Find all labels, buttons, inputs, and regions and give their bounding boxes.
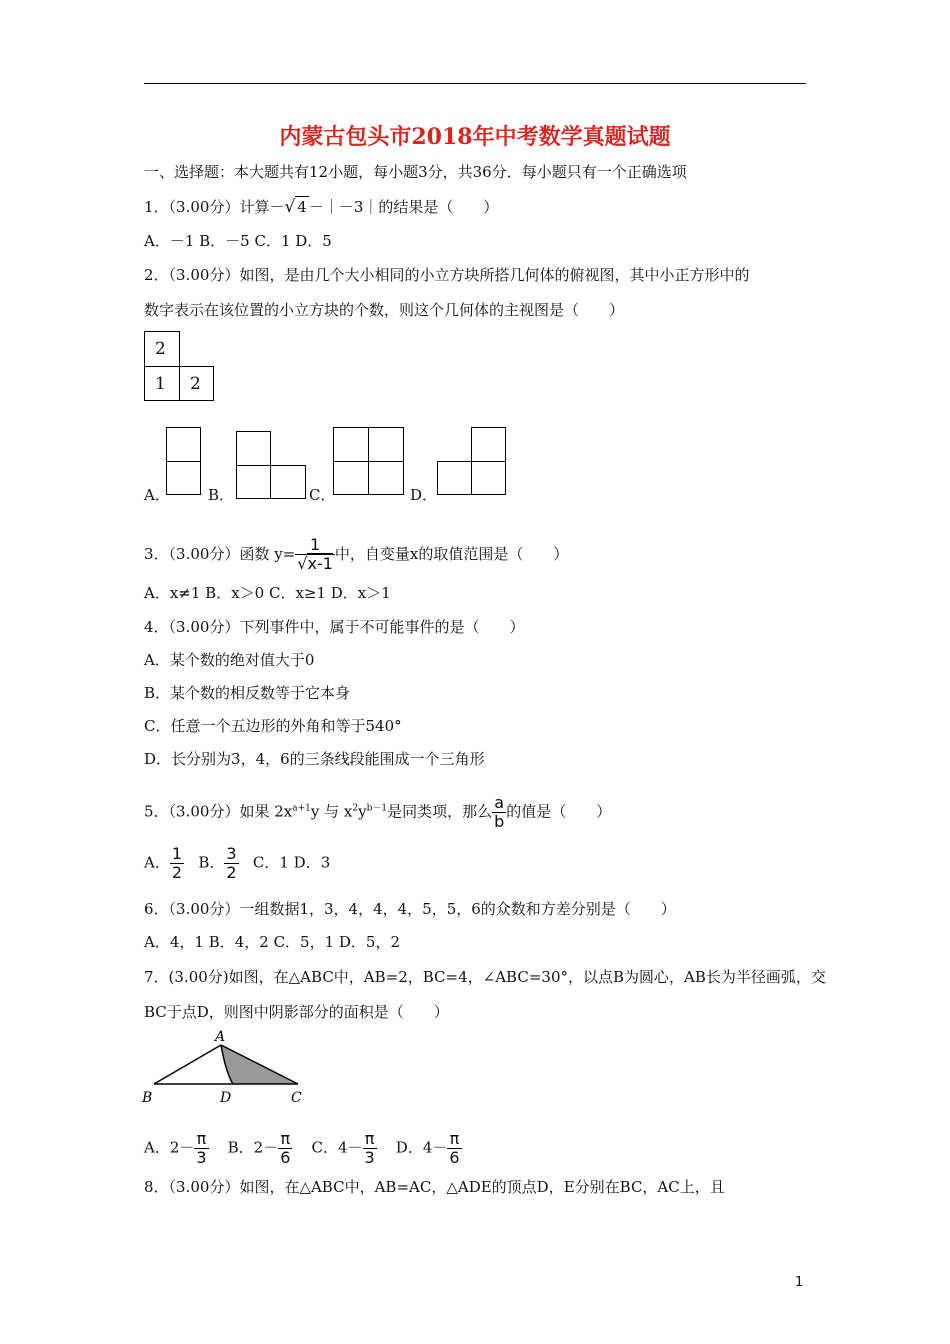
q5-option-a-label: A．	[144, 853, 170, 872]
q5-option-b-label: B．	[198, 853, 225, 872]
q7-option-b-label: B．2－	[227, 1138, 279, 1157]
q4-option-c: C．任意一个五边形的外角和等于540°	[144, 717, 402, 735]
grid-number-top: 2	[155, 339, 166, 359]
q3-options: A．x≠1 B．x＞0 C．x≥1 D．x＞1	[144, 584, 391, 602]
question-1: 1．（3.00分）计算－√ 4 －｜－3｜的结果是（ ）	[144, 197, 499, 217]
q2-option-d-cell	[471, 461, 506, 495]
q5-prefix: 5．（3.00分）如果 2x	[144, 802, 293, 821]
q6-stem: 6．（3.00分）一组数据1，3，4，4，4，5，5，6的众数和方差分别是（ ）	[144, 900, 676, 918]
q2-option-c-cell	[368, 427, 404, 462]
q4-stem: 4．（3.00分）下列事件中，属于不可能事件的是（ ）	[144, 618, 525, 636]
q5-option-a-fraction: $\frac{1}{2}$	[171, 844, 183, 882]
q2-option-b-cell	[236, 465, 271, 499]
q2-line2: 数字表示在该位置的小立方块的个数，则这个几何体的主视图是（ ）	[144, 301, 625, 319]
q2-option-c-cell	[333, 461, 369, 495]
q7-option-d-label: D．4－	[395, 1138, 448, 1157]
q5-fraction: $\frac{a}{b}$	[494, 793, 505, 831]
q7-triangle-figure	[138, 1028, 318, 1110]
q8-line1: 8．（3.00分）如图，在△ABC中，AB=AC，△ADE的顶点D，E分别在BC，AC上，且	[144, 1178, 725, 1196]
q7-option-d-fraction: $\frac{\pi}{6}$	[449, 1129, 460, 1167]
q1-options: A．－1 B．－5 C．1 D．5	[144, 232, 332, 250]
q7-option-a-label: A．2－	[144, 1138, 195, 1157]
q5-options	[144, 845, 330, 882]
q2-option-d-cell	[471, 427, 506, 462]
q5-exp-1: a+1	[292, 803, 311, 814]
q5-mid-3: 是同类项，那么	[387, 802, 493, 821]
header-rule	[144, 83, 806, 84]
q2-option-d-label: D．	[410, 486, 438, 504]
q5-option-b-fraction: $\frac{3}{2}$	[226, 844, 237, 882]
q2-option-b-cell	[236, 431, 271, 466]
q5-exp-3: b－1	[366, 803, 388, 814]
q7-side-ab	[154, 1045, 221, 1084]
q2-option-c-cell	[333, 427, 369, 462]
q2-option-a-cell	[166, 427, 201, 462]
grid-number-bottom-left: 1	[155, 374, 166, 394]
q2-option-b-cell	[270, 465, 306, 499]
q5-options-rest: C．1 D．3	[252, 853, 331, 872]
q2-line1: 2．（3.00分）如图，是由几个大小相同的小立方块所搭几何体的俯视图，其中小正方形中的	[144, 266, 750, 284]
q3-prefix: 3．（3.00分）函数 y=	[144, 545, 296, 563]
q7-label-d: D	[220, 1090, 232, 1106]
q1-prefix: 1．（3.00分）计算－	[144, 198, 285, 216]
q7-label-a: A	[215, 1029, 226, 1045]
q7-label-c: C	[291, 1090, 302, 1106]
q2-option-b-label: B．	[208, 486, 235, 504]
page-number: 1	[795, 1275, 804, 1290]
question-5	[144, 794, 611, 831]
q2-option-c-label: C．	[309, 486, 336, 504]
q5-exp-2: 2	[352, 803, 359, 814]
q7-label-b: B	[142, 1090, 153, 1106]
grid-number-bottom-right: 2	[190, 374, 201, 394]
question-3	[144, 536, 568, 573]
q3-suffix: 中，自变量x的取值范围是（ ）	[334, 545, 569, 563]
q2-option-a-label: A．	[144, 486, 170, 504]
q5-mid-1: y 与 x	[310, 802, 353, 821]
q6-options: A．4，1 B．4，2 C．5，1 D．5，2	[144, 933, 401, 951]
q5-mid-2: y	[358, 802, 367, 821]
q7-option-c-fraction: $\frac{\pi}{3}$	[364, 1129, 375, 1167]
q7-option-c-label: C．4－	[311, 1138, 363, 1157]
q3-fraction: $\frac{1}{√x-1}$	[297, 535, 333, 573]
q7-line1: 7．(3.00分)如图，在△ABC中，AB=2，BC=4，∠ABC=30°，以点B为圆心，AB长为半径画弧，交	[144, 968, 826, 986]
q1-radicand: 4	[297, 198, 307, 216]
section-heading: 一、选择题：本大题共有12小题，每小题3分，共36分．每小题只有一个正确选项	[144, 163, 687, 181]
q1-suffix: －｜－3｜的结果是（ ）	[308, 198, 499, 216]
q5-suffix: 的值是（ ）	[506, 802, 612, 821]
q2-option-a-cell	[166, 461, 201, 495]
q7-option-a-fraction: $\frac{\pi}{3}$	[196, 1129, 207, 1167]
q2-option-c-cell	[368, 461, 404, 495]
q7-option-b-fraction: $\frac{\pi}{6}$	[280, 1129, 291, 1167]
q7-line2: BC于点D，则图中阴影部分的面积是（ ）	[144, 1003, 449, 1021]
q4-option-b: B．某个数的相反数等于它本身	[144, 684, 351, 702]
q7-options	[144, 1130, 462, 1167]
page-title: 内蒙古包头市2018年中考数学真题试题	[279, 124, 671, 150]
q4-option-d: D．长分别为3，4，6的三条线段能围成一个三角形	[144, 750, 485, 768]
q2-option-d-cell	[437, 461, 472, 495]
q4-option-a: A．某个数的绝对值大于0	[144, 651, 315, 669]
